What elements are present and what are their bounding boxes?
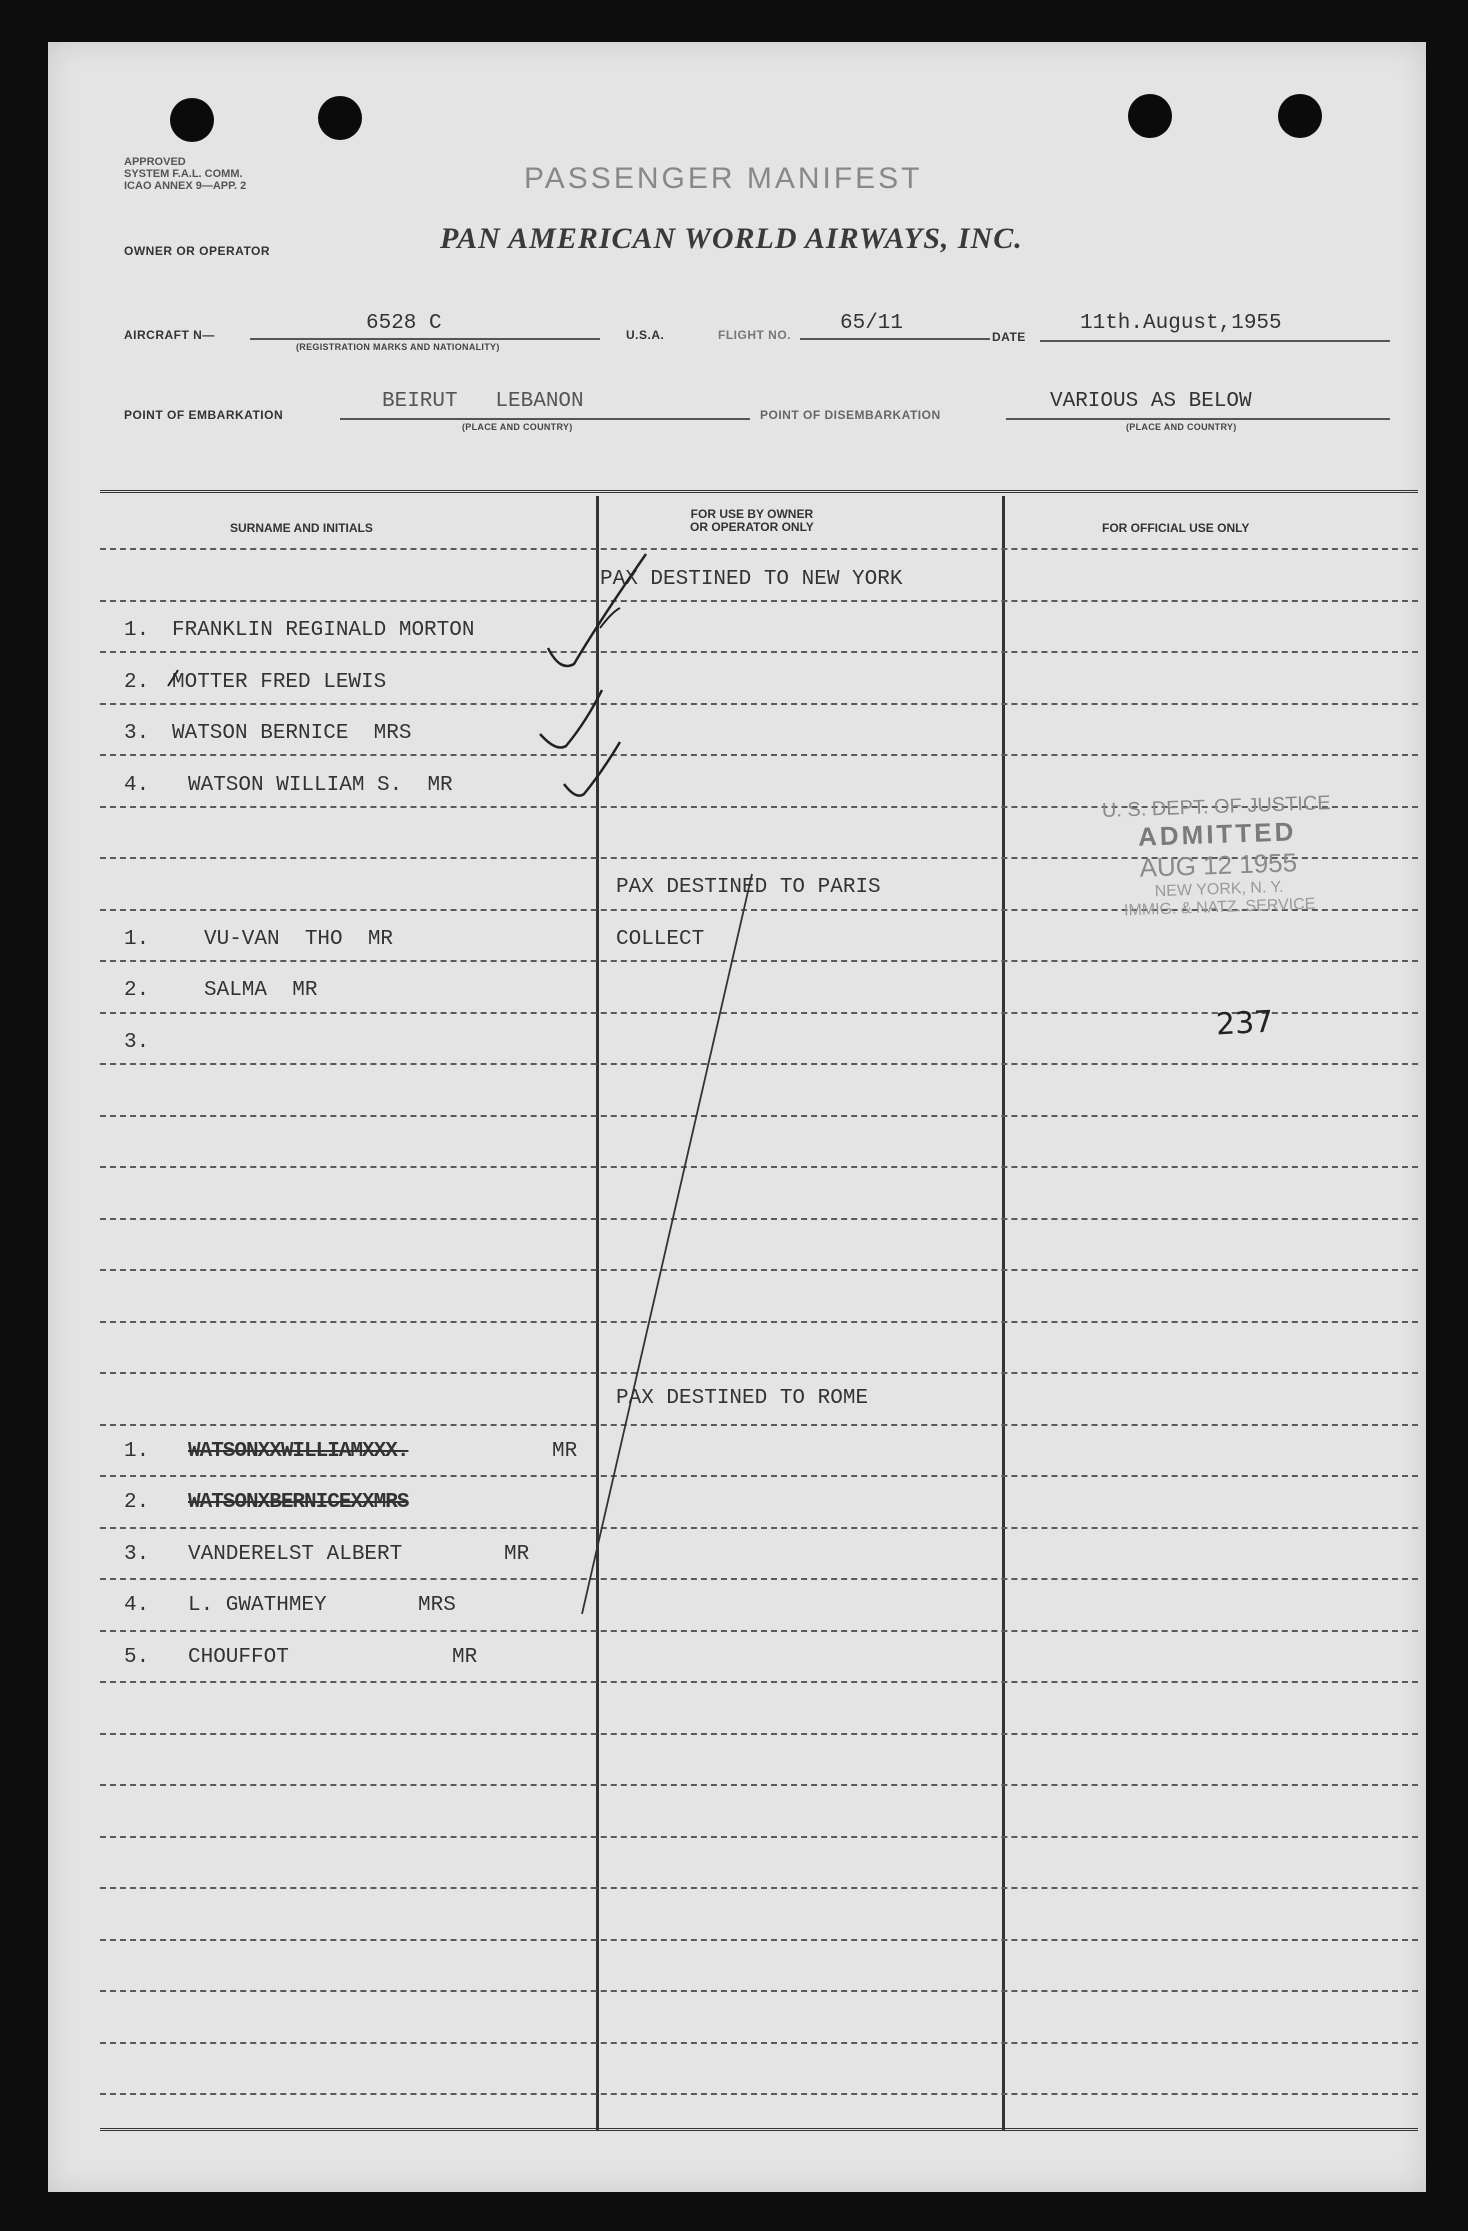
- admitted-stamp: [1086, 791, 1350, 921]
- disembarkation-label: POINT OF DISEMBARKATION: [760, 408, 941, 422]
- pencil-line: [582, 874, 752, 1614]
- passenger-number: 1.: [124, 928, 150, 951]
- column-header-official-use: FOR OFFICIAL USE ONLY: [1102, 521, 1250, 535]
- passenger-name: FRANKLIN REGINALD MORTON: [172, 619, 475, 642]
- date-label: DATE: [992, 330, 1026, 344]
- passenger-name: MOTTER FRED LEWIS: [172, 671, 387, 694]
- approved-line: SYSTEM F.A.L. COMM.: [124, 168, 243, 180]
- usa-label: U.S.A.: [626, 328, 665, 342]
- page-title: PASSENGER MANIFEST: [524, 162, 923, 195]
- passenger-name: SALMA MR: [204, 979, 318, 1002]
- handwritten-number: 237: [1215, 1004, 1275, 1043]
- passenger-name: VU-VAN THO MR: [204, 928, 394, 951]
- passenger-name: WATSON WILLIAM S. MR: [188, 774, 453, 797]
- stamp-line: U. S. DEPT. OF JUSTICE: [1101, 792, 1332, 823]
- date-value: 11th.August,1955: [1080, 312, 1282, 335]
- passenger-name: VANDERELST ALBERT: [188, 1543, 403, 1566]
- passenger-number: 2.: [124, 1491, 150, 1514]
- destination-new-york: PAX DESTINED TO NEW YORK: [600, 568, 903, 591]
- passenger-number: 4.: [124, 1594, 150, 1617]
- check-mark-icon: [168, 670, 178, 686]
- struck-passenger-name: WATSONXBERNICEXXMRS: [188, 1491, 409, 1514]
- passenger-number: 2.: [124, 979, 150, 1002]
- passenger-name: CHOUFFOT: [188, 1646, 289, 1669]
- passenger-number: 3.: [124, 722, 150, 745]
- passenger-number: 3.: [124, 1031, 150, 1054]
- passenger-number: 3.: [124, 1543, 150, 1566]
- column-header-surname: SURNAME AND INITIALS: [230, 521, 373, 535]
- place-caption-2: (PLACE AND COUNTRY): [1126, 422, 1237, 432]
- passenger-title: MR: [552, 1440, 578, 1463]
- check-mark-icon: [548, 554, 646, 666]
- passenger-name: L. GWATHMEY: [188, 1594, 327, 1617]
- stamp-line: AUG 12 1955: [1139, 847, 1298, 883]
- flight-value: 65/11: [840, 312, 904, 335]
- approved-line: ICAO ANNEX 9—APP. 2: [124, 180, 247, 192]
- operator-name: PAN AMERICAN WORLD AIRWAYS, INC.: [440, 222, 1023, 255]
- passenger-number: 1.: [124, 1440, 150, 1463]
- passenger-number: 4.: [124, 774, 150, 797]
- paris-note: COLLECT: [616, 928, 705, 951]
- disembarkation-value: VARIOUS AS BELOW: [1050, 390, 1252, 413]
- struck-passenger-name: WATSONXXWILLIAMXXX.: [188, 1440, 409, 1463]
- check-mark-icon: [540, 690, 602, 748]
- stamp-line: IMMIG. & NATZ. SERVICE: [1123, 895, 1316, 920]
- stamp-line: NEW YORK, N. Y.: [1154, 878, 1284, 901]
- owner-label: OWNER OR OPERATOR: [124, 244, 271, 258]
- registration-caption: (REGISTRATION MARKS AND NATIONALITY): [296, 342, 500, 352]
- passenger-name: WATSON BERNICE MRS: [172, 722, 412, 745]
- passenger-number: 5.: [124, 1646, 150, 1669]
- flight-label: FLIGHT NO.: [718, 328, 791, 342]
- destination-rome: PAX DESTINED TO ROME: [616, 1387, 869, 1410]
- embarkation-value: BEIRUT LEBANON: [382, 390, 584, 413]
- passenger-title: MR: [452, 1646, 478, 1669]
- passenger-number: 1.: [124, 619, 150, 642]
- passenger-title: MRS: [418, 1594, 456, 1617]
- approved-line: APPROVED: [124, 156, 186, 168]
- stamp-line: ADMITTED: [1137, 816, 1297, 852]
- check-mark-icon: [564, 742, 620, 796]
- column-header-line: FOR USE BY OWNER: [690, 507, 814, 521]
- aircraft-label: AIRCRAFT N—: [124, 328, 215, 342]
- place-caption: (PLACE AND COUNTRY): [462, 422, 573, 432]
- passenger-title: MR: [504, 1543, 530, 1566]
- aircraft-value: 6528 C: [366, 312, 442, 335]
- column-header-line: OR OPERATOR ONLY: [690, 520, 814, 534]
- passenger-number: 2.: [124, 671, 150, 694]
- embarkation-label: POINT OF EMBARKATION: [124, 408, 284, 422]
- destination-paris: PAX DESTINED TO PARIS: [616, 876, 881, 899]
